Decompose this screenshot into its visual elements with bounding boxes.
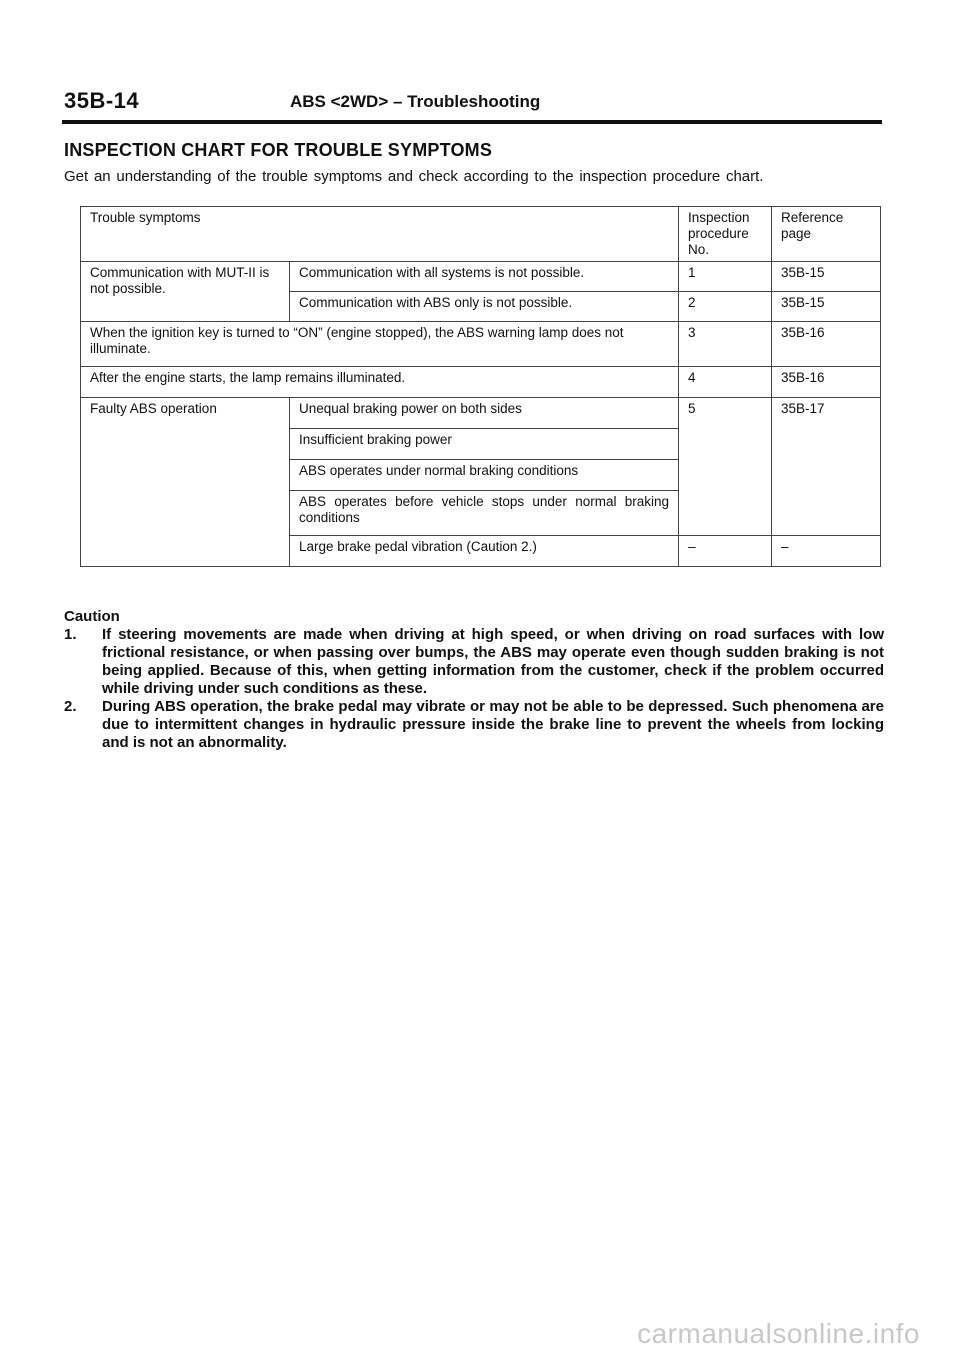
symptom-cell: ABS operates before vehicle stops under normal braking conditions — [290, 491, 679, 536]
procedure-cell: 5 — [679, 398, 772, 536]
comm-group-label: Communication with MUT-II is not possible. — [81, 262, 290, 322]
table-header-row — [81, 207, 881, 262]
reference-cell: 35B-16 — [772, 322, 881, 367]
symptom-cell: After the engine starts, the lamp remains illuminated. — [81, 367, 679, 398]
faulty-group-label: Faulty ABS operation — [81, 398, 290, 567]
procedure-cell: 4 — [679, 367, 772, 398]
header-trouble-symptoms: Trouble symptoms — [81, 207, 679, 262]
procedure-cell: 1 — [679, 262, 772, 292]
procedure-cell: 2 — [679, 292, 772, 322]
table-row — [81, 322, 881, 367]
symptom-cell: ABS operates under normal braking conditions — [290, 460, 679, 491]
symptom-cell: When the ignition key is turned to “ON” (engine stopped), the ABS warning lamp does not illuminate. — [81, 322, 679, 367]
intro-text: Get an understanding of the trouble symptoms and check according to the inspection procedure chart. — [64, 168, 764, 185]
table-row — [81, 262, 881, 292]
symptom-cell: Communication with ABS only is not possible. — [290, 292, 679, 322]
caution-number: 1. — [64, 626, 77, 643]
header-title: ABS <2WD> – Troubleshooting — [290, 92, 541, 111]
reference-cell: 35B-15 — [772, 262, 881, 292]
reference-cell: 35B-17 — [772, 398, 881, 536]
symptom-cell: Unequal braking power on both sides — [290, 398, 679, 429]
reference-cell: – — [772, 536, 881, 567]
watermark: carmanualsonline.info — [637, 1318, 920, 1349]
procedure-cell: 3 — [679, 322, 772, 367]
symptom-cell: Communication with all systems is not possible. — [290, 262, 679, 292]
page-number: 35B-14 — [64, 88, 140, 113]
header-inspection-procedure: Inspection procedure No. — [679, 207, 772, 262]
caution-item — [64, 626, 884, 698]
caution-item — [64, 698, 884, 752]
reference-cell: 35B-15 — [772, 292, 881, 322]
symptom-cell: Large brake pedal vibration (Caution 2.) — [290, 536, 679, 567]
table-row — [81, 398, 881, 429]
procedure-cell: – — [679, 536, 772, 567]
caution-text: If steering movements are made when driving at high speed, or when driving on road surfaces with low frictional resistance, or when passing over bumps, the ABS may operate even though sudden braking is not being applied. Because of this, when getting information from the customer, check if the problem occurred while driving under such conditions as these. — [102, 626, 884, 697]
inspection-chart-table — [80, 206, 881, 567]
reference-cell: 35B-16 — [772, 367, 881, 398]
header-reference-page: Reference page — [772, 207, 881, 262]
section-title: INSPECTION CHART FOR TROUBLE SYMPTOMS — [64, 140, 493, 160]
symptom-cell: Insufficient braking power — [290, 429, 679, 460]
table-row — [81, 367, 881, 398]
caution-section — [64, 608, 884, 752]
caution-number: 2. — [64, 698, 77, 715]
page-header — [62, 86, 882, 124]
caution-text: During ABS operation, the brake pedal may vibrate or may not be able to be depressed. Such phenomena are due to intermittent changes in hydraulic pressure inside the brake line to prevent the wheels from locking and is not an abnormality. — [102, 698, 884, 751]
caution-title: Caution — [64, 608, 120, 625]
